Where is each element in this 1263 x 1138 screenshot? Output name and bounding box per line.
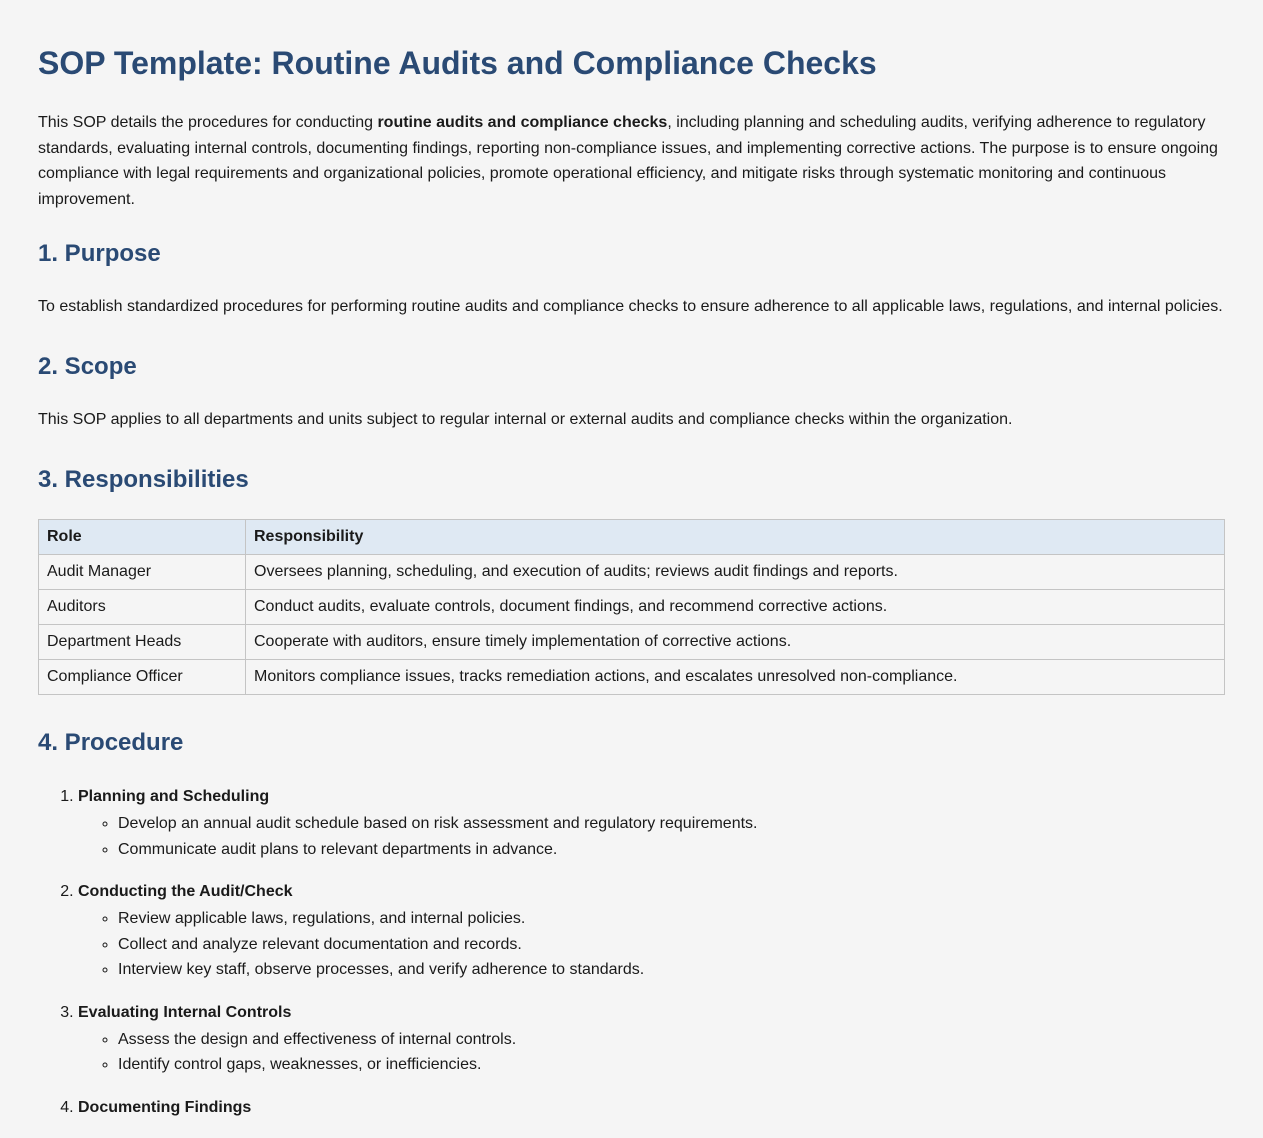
responsibility-cell: Cooperate with auditors, ensure timely implementation of corrective actions. [246,625,1225,660]
purpose-text: To establish standardized procedures for performing routine audits and compliance checks to ensure adherence to all applicable laws, regulations, and internal policies. [38,298,1223,315]
table-row [39,625,1225,660]
responsibility-cell: Conduct audits, evaluate controls, document findings, and recommend corrective actions. [246,590,1225,625]
role-cell: Auditors [39,590,246,625]
column-header-role: Role [39,520,246,555]
scope-heading: 2. Scope [38,353,137,380]
step-title: Documenting Findings [78,1098,252,1116]
responsibility-cell: Monitors compliance issues, tracks remediation actions, and escalates unresolved non-compliance. [246,660,1225,695]
list-item: ◦ Assess the design and effectiveness of internal controls. [118,1027,1225,1053]
intro-text-bold: routine audits and compliance checks [377,114,668,131]
list-item: ◦ Communicate audit plans to relevant departments in advance. [118,837,1225,863]
role-cell: Compliance Officer [39,660,246,695]
step-title: Planning and Scheduling [78,788,270,805]
page-title: SOP Template: Routine Audits and Compliance Checks [38,45,877,81]
list-item: ◦ Collect and analyze relevant documentation and records. [118,932,1225,958]
intro-paragraph [38,110,1225,212]
table-row [39,660,1225,695]
procedure-steps [38,786,1225,1119]
responsibility-cell: Oversees planning, scheduling, and execution of audits; reviews audit findings and reports. [246,555,1225,590]
intro-text-before: This SOP details the procedures for conducting [38,114,378,131]
scope-text: This SOP applies to all departments and units subject to regular internal or external audits and compliance checks within the organization. [38,411,1013,428]
procedure-step [78,1097,1225,1119]
role-cell: Audit Manager [39,555,246,590]
procedure-step [78,786,1225,862]
column-header-responsibility: Responsibility [246,520,1225,555]
list-item: ◦ Interview key staff, observe processes, and verify adherence to standards. [118,957,1225,983]
procedure-step [78,1002,1225,1078]
procedure-heading: 4. Procedure [38,729,184,756]
list-item: ◦ Review applicable laws, regulations, and internal policies. [118,906,1225,932]
role-cell: Department Heads [39,625,246,660]
responsibilities-heading: 3. Responsibilities [38,466,249,493]
sop-document [38,0,1225,1138]
purpose-heading: 1. Purpose [38,240,161,267]
list-item: ◦ Develop an annual audit schedule based on risk assessment and regulatory requirements. [118,811,1225,837]
step-items [78,906,1225,983]
step-items [78,1027,1225,1078]
procedure-step [78,881,1225,983]
step-items [78,811,1225,862]
list-item: ◦ Identify control gaps, weaknesses, or inefficiencies. [118,1052,1225,1078]
table-row [39,555,1225,590]
responsibilities-table [38,519,1225,695]
step-title: Conducting the Audit/Check [78,883,293,900]
intro-text-after: , including planning and scheduling audits, verifying adherence to regulatory standards, evaluating internal controls, documenting findings, reporting non-compliance issues, and implementing corrective actions. The purpose is to ensure ongoing compliance with legal requirements and organizational policies, promote operational efficiency, and mitigate risks through systematic monitoring and continuous improvement. [38,114,1218,208]
table-header-row [39,520,1225,555]
table-row [39,590,1225,625]
step-title: Evaluating Internal Controls [78,1003,292,1021]
